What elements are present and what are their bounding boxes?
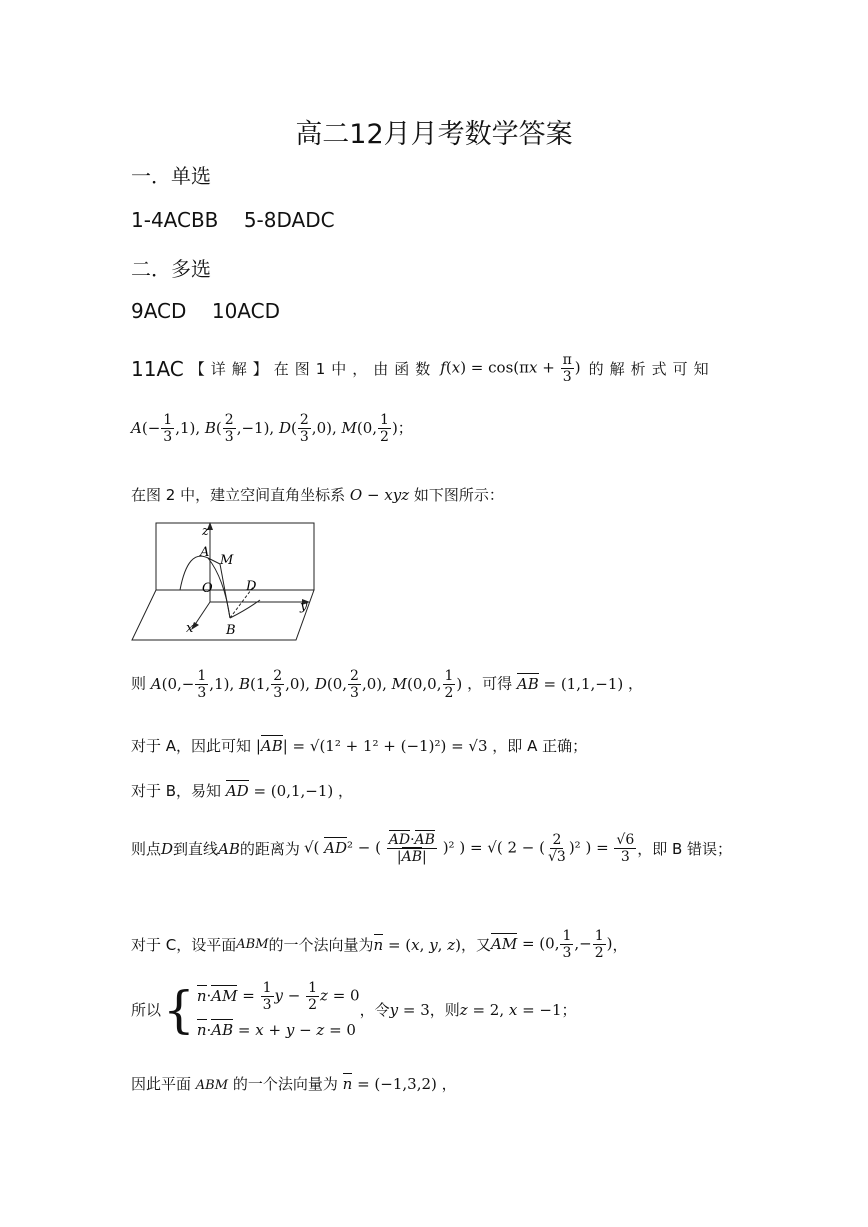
fig-label-M: M [220, 553, 234, 568]
fig-label-D: D [246, 579, 257, 594]
section-multi-choice: 二．多选 [131, 257, 211, 281]
figure-intro [131, 484, 504, 505]
option-a-pre: 对于 A，因此可知 [131, 737, 252, 755]
answers-1-8: 1-4ACBB 5-8DADC [131, 208, 335, 232]
coords-end: ， [628, 674, 644, 693]
option-b-post: ， [338, 782, 354, 800]
figure-2-diagram [128, 518, 324, 646]
figure-intro-text: 在图 2 中，建立空间直角坐标系 [131, 486, 346, 504]
option-c-mid2: ，又 [460, 936, 491, 955]
option-b-line: 对于 B，易知 AD = (0,1,−1) ， [131, 782, 354, 800]
fig-label-x: x [186, 621, 194, 636]
figure-intro-end: 如下图所示： [413, 486, 504, 504]
q11-after: 的解析式可知 [588, 360, 715, 379]
answers-9-10: 9ACD 10ACD [131, 299, 280, 323]
q11-intro [131, 352, 715, 385]
normal-pre: 因此平面 [131, 1075, 192, 1093]
system-mid: ，令 [359, 1001, 390, 1020]
normal-post: ， [441, 1075, 457, 1093]
distance-post: ，即 B 错误； [637, 840, 733, 859]
option-c-post: ， [612, 936, 628, 955]
fig-label-A: A [200, 545, 210, 560]
coords-pre: 则 [131, 674, 147, 693]
option-c-mid: 的一个法向量为 [268, 936, 374, 955]
distance-pre: 则点 [131, 840, 162, 859]
fig-label-z: z [202, 524, 209, 539]
q11-points: A(− $\frac{1}{3}$ ,1), B( $\frac{2}{3}$ ,−1), D( $\frac{2}{3}$ ,0), M(0, $\frac{1}{2}$ )； [131, 412, 413, 446]
fig-label-B: B [226, 623, 236, 638]
section-single-choice: 一．单选 [131, 164, 211, 188]
fig-label-y: y [300, 599, 308, 614]
option-b-pre: 对于 B，易知 [131, 782, 222, 800]
q11-function: f(x) = cos(πx + $\frac{\pi}{3}$ ) [440, 352, 581, 386]
distance-line: 则点 D 到直线 AB 的距离为 √( AD² − ( $\frac{AD\cdot AB}{|AB|}$ )² ) = √( 2 − ( $\frac{2}{√3}$ )² ) = $\frac{√6}{3}$ ，即 B 错误； [131, 832, 733, 866]
distance-mid: 到直线 [173, 840, 219, 859]
system-post: ； [561, 1001, 577, 1020]
fig-label-O: O [202, 581, 213, 596]
option-a-line: 对于 A，因此可知 |AB| = √(1² + 1² + (−1)²) = √3 ，即 A 正确； [131, 737, 588, 755]
normal-mid: 的一个法向量为 [232, 1075, 338, 1093]
coordinate-system: O − xyz [349, 486, 410, 504]
system-mid2: ，则 [429, 1001, 460, 1020]
coords-line: 则 A(0,− $\frac{1}{3}$ ,1), B(1, $\frac{2}{3}$ ,0), D(0, $\frac{2}{3}$ ,0), M(0,0, $\frac{1}{2}$ ) ，可得 AB = (1,1,−1) ， [131, 668, 644, 702]
system-line: 所以 { n·AM = $\frac{1}{3}$ y − $\frac{1}{2}$ z = 0 n·AB = x + y − z = 0 ，令 y = 3 ，则 z = 2, x = −1 ； [131, 980, 577, 1040]
distance-mid2: 的距离为 [239, 840, 300, 859]
q11-label: 11AC [131, 356, 184, 381]
page-title: 高二12月月考数学答案 [295, 119, 573, 150]
q11-intro-text: 【详解】在图1中，由函数 [189, 360, 437, 379]
option-c-pre: 对于 C，设平面 [131, 936, 237, 955]
option-c-line: 对于 C，设平面 ABM 的一个法向量为 n = (x, y, z) ，又 AM = (0, $\frac{1}{3}$ ,− $\frac{1}{2}$ ) ， [131, 928, 628, 962]
normal-vector-line: 因此平面 ABM 的一个法向量为 n = (−1,3,2) ， [131, 1075, 457, 1093]
system-pre: 所以 [131, 1001, 162, 1020]
coords-mid: ，可得 [467, 674, 513, 693]
option-a-post: ，即 A 正确； [492, 737, 588, 755]
